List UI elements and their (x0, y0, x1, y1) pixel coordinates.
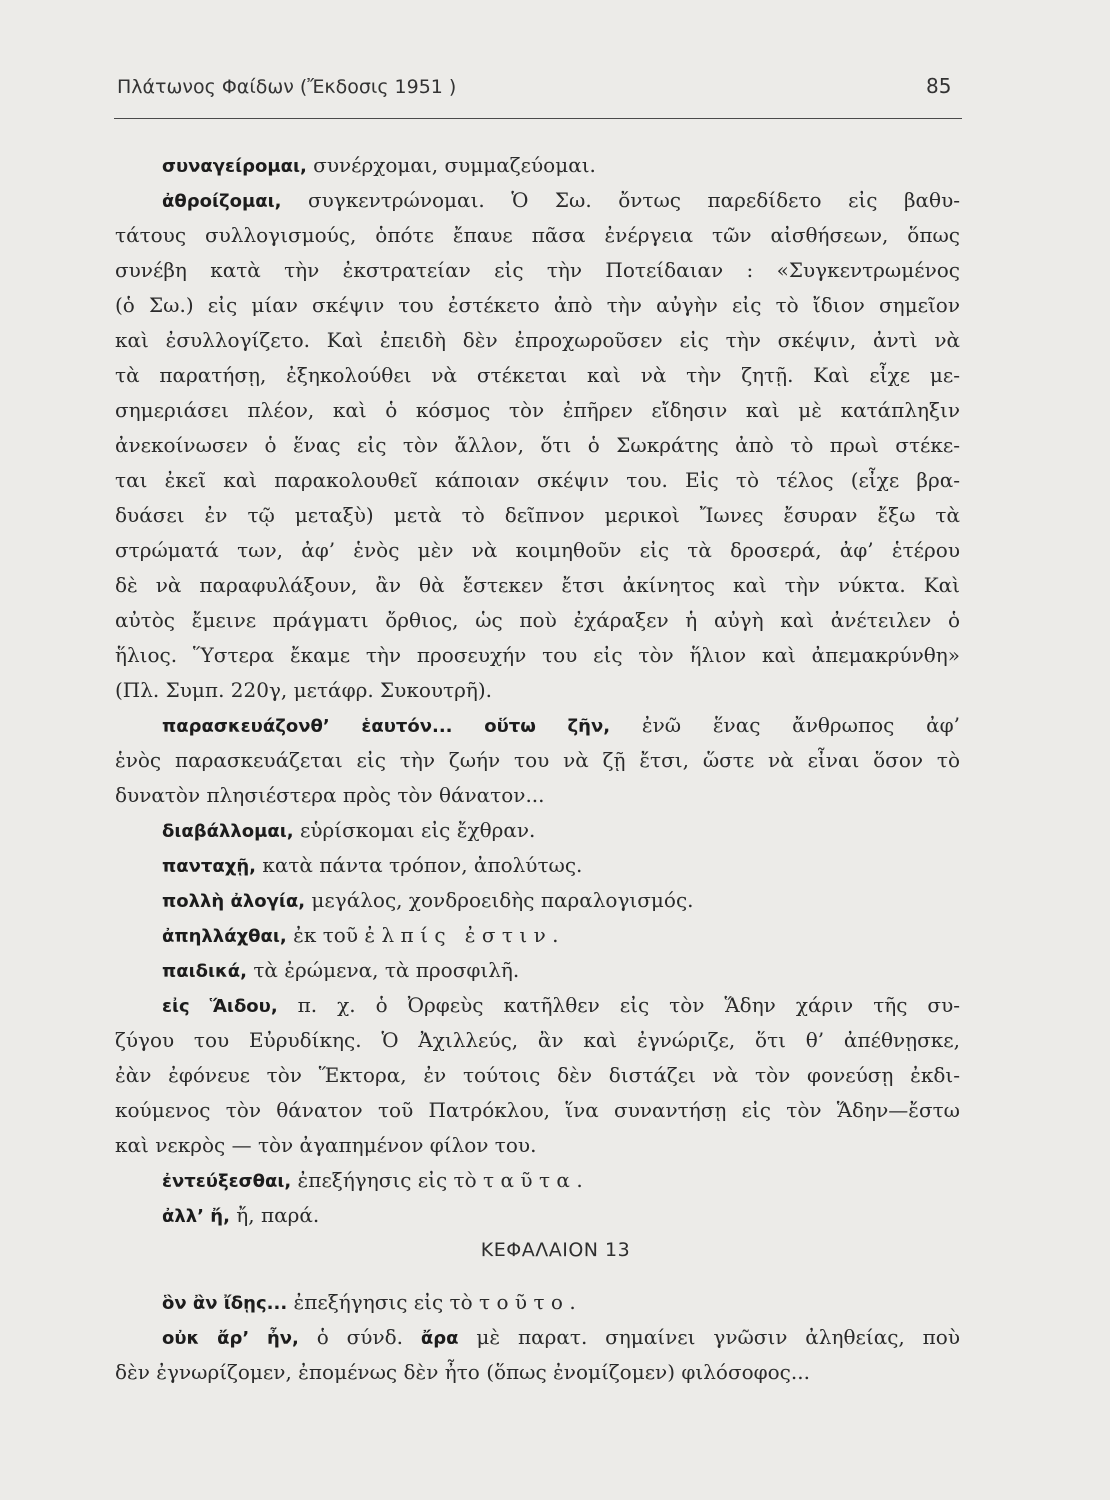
line-text: σημεριάσει πλέον, καὶ ὁ κόσμος τὸν ἐπῆρεν εἴδησιν καὶ μὲ κατάπληξιν (115, 398, 960, 422)
text-line (115, 148, 960, 183)
line-text: . (576, 1168, 583, 1192)
text-line (115, 1320, 960, 1355)
running-head-title: Πλάτωνος Φαίδων (Ἔκδοσις 1951 ) (117, 76, 457, 98)
headword: εἰς Ἅιδου, (162, 996, 278, 1017)
text-line (115, 848, 960, 883)
text-line (115, 1285, 960, 1320)
headword: συναγείρομαι, (162, 156, 307, 177)
text-line (115, 778, 960, 813)
line-text: τάτους συλλογισμούς, ὁπότε ἔπαυε πᾶσα ἐνέργεια τῶν αἰσθήσεων, ὅπως (115, 223, 960, 247)
line-text: δυάσει ἐν τῷ μεταξὺ) μετὰ τὸ δεῖπνον μερικοὶ Ἴωνες ἔσυραν ἔξω τὰ (115, 503, 960, 527)
line-text: . (569, 1290, 576, 1314)
line-text: συνέβη κατὰ τὴν ἐκστρατείαν εἰς τὴν Ποτείδαιαν : «Συγκεντρωμένος (115, 258, 960, 282)
text-line (115, 708, 960, 743)
line-text: ἤ, παρά. (229, 1203, 320, 1227)
headword: ἀλλ’ ἤ, (162, 1206, 230, 1227)
line-text: δὲν ἐγνωρίζομεν, ἐπομένως δὲν ἦτο (ὅπως ἐνομίζομεν) φιλόσοφος... (115, 1360, 810, 1384)
line-text: δυνατὸν πλησιέστερα πρὸς τὸν θάνατον... (115, 783, 545, 807)
line-text: ἐνῶ ἕνας ἄνθρωπος ἀφ’ (610, 713, 960, 737)
line-text: ἐὰν ἐφόνευε τὸν Ἕκτορα, ἐν τούτοις δὲν διστάζει νὰ τὸν φονεύσῃ ἐκδι- (115, 1063, 960, 1087)
headword: παιδικά, (162, 961, 247, 982)
spaced-emphasis: ταῦτα (483, 1168, 577, 1192)
text-line (115, 1093, 960, 1128)
headword: ὃν ἂν ἴδῃς... (162, 1293, 288, 1314)
page-body (115, 148, 960, 1390)
text-line (115, 1023, 960, 1058)
line-text: αὐτὸς ἔμεινε πράγματι ὄρθιος, ὡς ποὺ ἐχάραξεν ἡ αὐγὴ καὶ ἀνέτειλεν ὁ (115, 608, 960, 632)
line-text: κούμενος τὸν θάνατον τοῦ Πατρόκλου, ἵνα συναντήσῃ εἰς τὸν Ἅδην—ἔστω (115, 1098, 960, 1122)
text-line (115, 218, 960, 253)
text-line (115, 813, 960, 848)
text-line (115, 673, 960, 708)
text-line (115, 568, 960, 603)
text-line (115, 988, 960, 1023)
line-text: καὶ ἐσυλλογίζετο. Καὶ ἐπειδὴ δὲν ἐπροχωροῦσεν εἰς τὴν σκέψιν, ἀντὶ νὰ (115, 328, 960, 352)
text-line (115, 393, 960, 428)
headword: διαβάλλομαι, (162, 821, 294, 842)
line-text: στρώματά των, ἀφ’ ἑνὸς μὲν νὰ κοιμηθοῦν εἰς τὰ δροσερά, ἀφ’ ἑτέρου (115, 538, 960, 562)
text-line (115, 603, 960, 638)
line-text: συνέρχομαι, συμμαζεύομαι. (306, 153, 596, 177)
line-text: ἀνεκοίνωσεν ὁ ἕνας εἰς τὸν ἄλλον, ὅτι ὁ Σωκράτης ἀπὸ τὸ πρωὶ στέκε- (115, 433, 960, 457)
line-text: τὰ ἐρώμενα, τὰ προσφιλῆ. (247, 958, 520, 982)
text-line (115, 498, 960, 533)
line-text: ἑνὸς παρασκευάζεται εἰς τὴν ζωήν του νὰ ζῇ ἔτσι, ὥστε νὰ εἶναι ὅσον τὸ (115, 748, 960, 772)
emphasized-word: ἄρα (420, 1328, 459, 1349)
headword: παρασκευάζονθ’ ἑαυτόν... οὕτω ζῆν, (162, 716, 611, 737)
text-line (115, 918, 960, 953)
text-line (115, 1198, 960, 1233)
text-line (115, 358, 960, 393)
text-line (115, 638, 960, 673)
headword: πανταχῇ, (162, 856, 256, 877)
line-text: κατὰ πάντα τρόπον, ἀπολύτως. (255, 853, 583, 877)
headword: ἐντεύξεσθαι, (162, 1171, 292, 1192)
line-text: ται ἐκεῖ καὶ παρακολουθεῖ κάποιαν σκέψιν του. Εἰς τὸ τέλος (εἶχε βρα- (115, 468, 960, 492)
line-text: ἐπεξήγησις εἰς τὸ (287, 1290, 479, 1314)
line-text: . (552, 923, 559, 947)
line-text: ζύγου του Εὐρυδίκης. Ὁ Ἀχιλλεύς, ἂν καὶ ἐγνώριζε, ὅτι θ’ ἀπέθνῃσκε, (115, 1028, 960, 1052)
line-text: δὲ νὰ παραφυλάξουν, ἂν θὰ ἔστεκεν ἔτσι ἀκίνητος καὶ τὴν νύκτα. Καὶ (115, 573, 960, 597)
headword: πολλὴ ἀλογία, (162, 891, 306, 912)
line-text: (ὁ Σω.) εἰς μίαν σκέψιν του ἐστέκετο ἀπὸ τὴν αὐγὴν εἰς τὸ ἴδιον σημεῖον (115, 293, 960, 317)
header-rule (114, 118, 962, 119)
headword: οὐκ ἄρ’ ἦν, (162, 1328, 299, 1349)
text-line (115, 288, 960, 323)
line-text: ἥλιος. Ὕστερα ἔκαμε τὴν προσευχήν του εἰς τὸν ἥλιον καὶ ἀπεμακρύνθη» (115, 643, 960, 667)
page-number: 85 (926, 74, 952, 98)
text-line (115, 1128, 960, 1163)
headword: ἀθροίζομαι, (162, 191, 282, 212)
headword: ἀπηλλάχθαι, (162, 926, 287, 947)
text-line (115, 183, 960, 218)
text-line (115, 1058, 960, 1093)
line-text: τὰ παρατήσῃ, ἐξηκολούθει νὰ στέκεται καὶ νὰ τὴν ζητῇ. Καὶ εἶχε με- (115, 363, 960, 387)
text-line (115, 253, 960, 288)
text-line (115, 428, 960, 463)
text-line (115, 953, 960, 988)
text-line (115, 463, 960, 498)
text-line (115, 323, 960, 358)
text-line (115, 743, 960, 778)
line-text: π. χ. ὁ Ὀρφεὺς κατῆλθεν εἰς τὸν Ἅδην χάριν τῆς συ- (277, 993, 960, 1017)
line-text: μεγάλος, χονδροειδὴς παραλογισμός. (305, 888, 694, 912)
line-text: ἐκ τοῦ (286, 923, 365, 947)
chapter-heading: ΚΕΦΑΛΑΙΟΝ 13 (480, 1239, 631, 1261)
text-line (115, 533, 960, 568)
citation: (Πλ. Συμπ. 220γ, μετάφρ. Συκουτρῆ). (115, 678, 493, 702)
spaced-emphasis: τοῦτο (478, 1290, 570, 1314)
text-line (115, 1163, 960, 1198)
text-line (115, 1355, 960, 1390)
line-text: μὲ παρατ. σημαίνει γνῶσιν ἀληθείας, ποὺ (458, 1325, 960, 1349)
line-text: ὁ σύνδ. (298, 1325, 421, 1349)
text-line (115, 883, 960, 918)
line-text: ἐπεξήγησις εἰς τὸ (291, 1168, 484, 1192)
spaced-emphasis: ἐλπίς ἐστιν (364, 923, 553, 947)
line-text: συγκεντρώνομαι. Ὁ Σω. ὄντως παρεδίδετο εἰς βαθυ- (281, 188, 960, 212)
line-text: καὶ νεκρὸς — τὸν ἀγαπημένον φίλον του. (115, 1133, 537, 1157)
line-text: εὑρίσκομαι εἰς ἔχθραν. (293, 818, 536, 842)
